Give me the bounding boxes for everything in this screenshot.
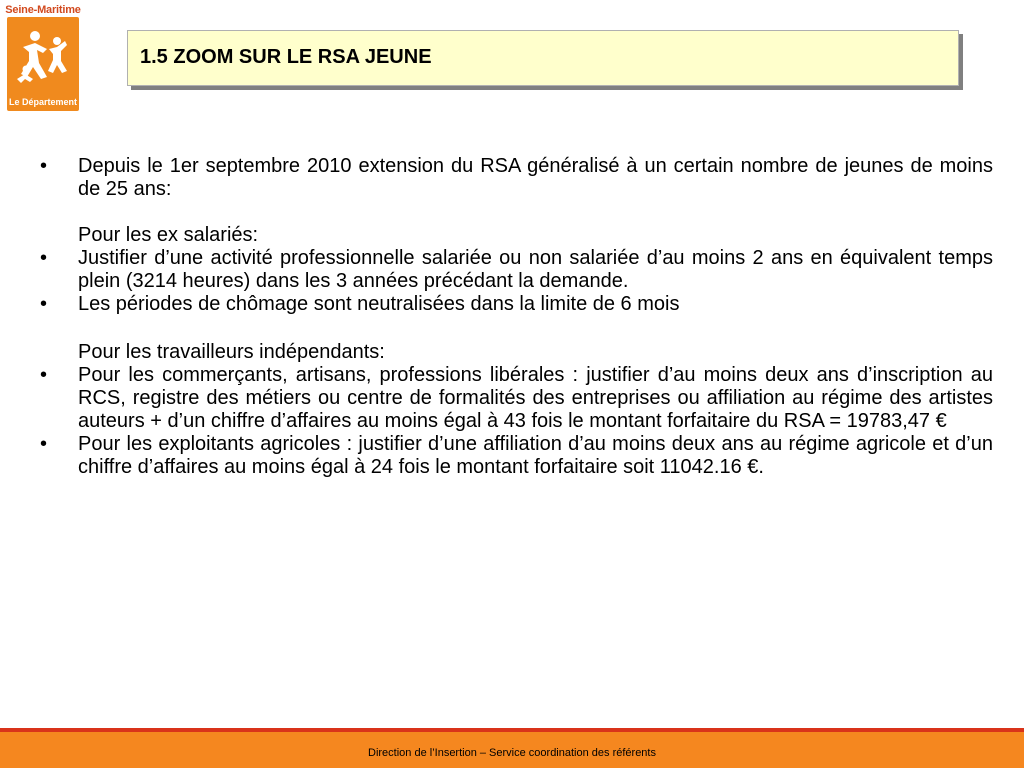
footer-divider [0,728,1024,732]
subheading-independants: Pour les travailleurs indépendants: [78,341,385,363]
slide-content [38,155,993,479]
footer-bar [0,728,1024,768]
page-title: 1.5 ZOOM SUR LE RSA JEUNE [140,46,432,68]
title-box [127,30,959,86]
bullet-chomage: • Les périodes de chômage sont neutralisées dans la limite de 6 mois [38,293,993,316]
logo-bottom-text: Le Département [8,97,78,107]
bullet-commercants: • Pour les commerçants, artisans, professions libérales : justifier d’au moins deux ans d’inscription au RCS, registre des métiers ou centre de formalités des entreprises ou affiliation au régime des artistes auteurs + d’un chiffre d’affaires au moins égal à 43 fois le montant forfaitaire du RSA = 19783,47 € [38,364,993,433]
department-logo [5,4,81,112]
footer-text: Direction de l’Insertion – Service coordination des référents [368,747,656,759]
bullet-agricoles: • Pour les exploitants agricoles : justifier d’une affiliation d’au moins deux ans au régime agricole et d’un chiffre d’affaires au moins égal à 24 fois le montant forfaitaire soit 11042.16 €. [38,433,993,479]
bullet-intro: • Depuis le 1er septembre 2010 extension du RSA généralisé à un certain nombre de jeunes de moins de 25 ans: [38,155,993,201]
logo-badge [7,17,79,111]
subheading-ex-salaries: Pour les ex salariés: [78,224,259,246]
logo-top-text: Seine-Maritime [5,4,81,16]
people-figures-icon [13,27,73,87]
bullet-activite: • Justifier d’une activité professionnelle salariée ou non salariée d’au moins 2 ans en équivalent temps plein (3214 heures) dans les 3 années précédant la demande. [38,247,993,293]
